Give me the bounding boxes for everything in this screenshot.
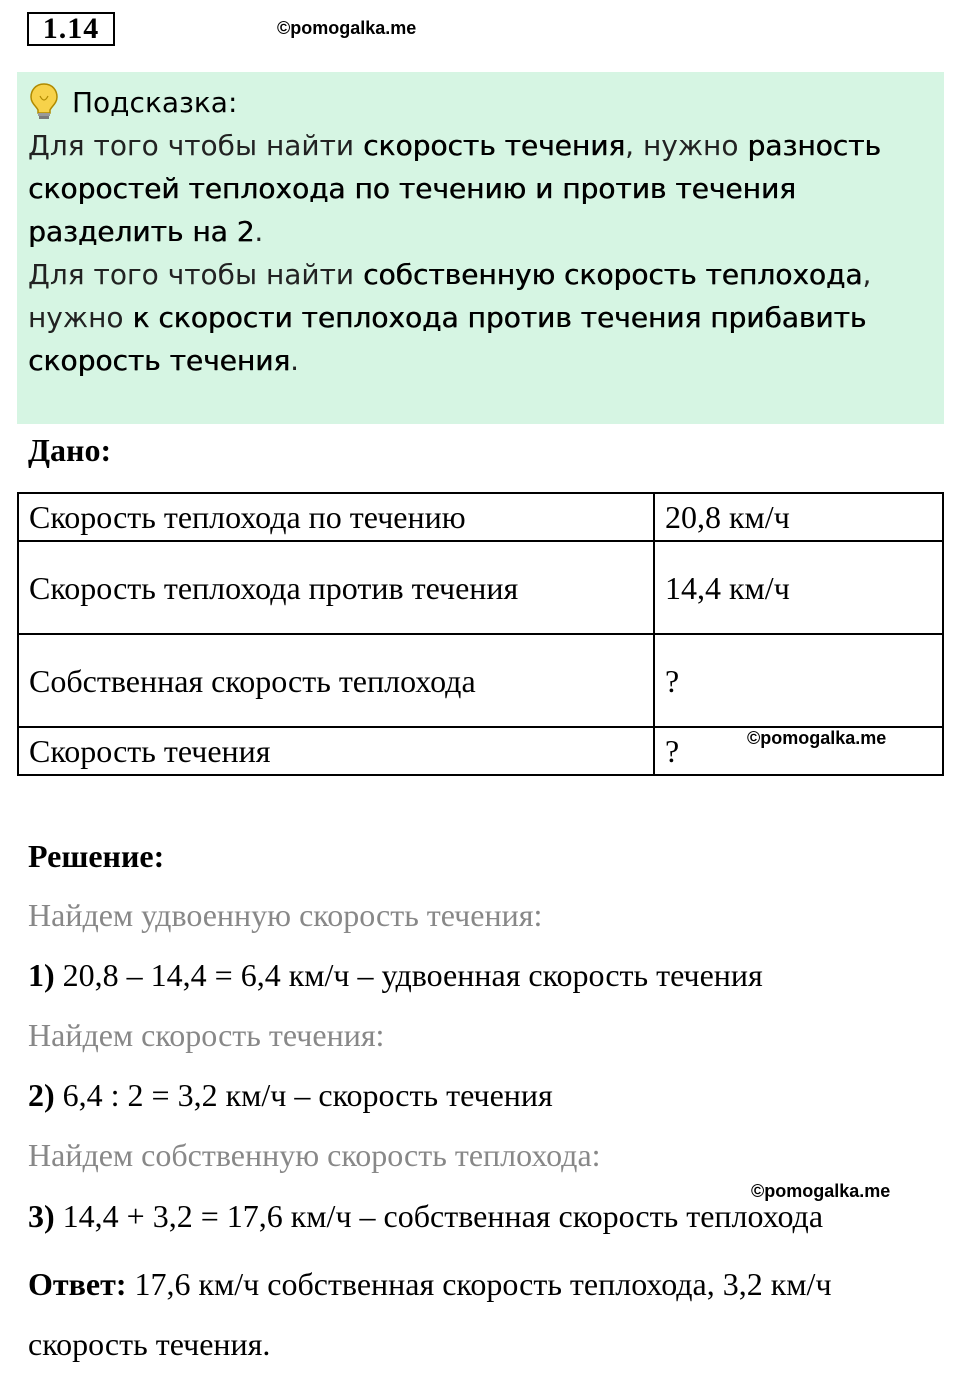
hint-text: Для того чтобы найти: [28, 258, 364, 291]
step1-line: [28, 953, 763, 997]
table-cell-label: Скорость теплохода против течения: [18, 541, 654, 634]
step2-intro: Найдем скорость течения:: [28, 1017, 385, 1053]
hint-emphasis: к скорости теплохода против течения прибавить скорость течения: [28, 301, 867, 377]
hint-text: .: [290, 344, 300, 377]
hint-paragraph-1: [28, 124, 934, 253]
step-text: 14,4 + 3,2 = 17,6 км/ч – собственная скорость теплохода: [54, 1198, 824, 1234]
table-cell-value: ?: [654, 727, 943, 775]
answer-text: 17,6 км/ч собственная скорость теплохода, 3,2 км/ч скорость течения.: [28, 1266, 832, 1362]
hint-title-row: [28, 80, 934, 124]
hint-text: , нужно: [625, 129, 748, 162]
step3-intro: Найдем собственную скорость теплохода:: [28, 1137, 601, 1173]
step2-line: [28, 1073, 553, 1117]
hint-title: Подсказка:: [72, 85, 238, 119]
table-cell-value: 20,8 км/ч: [654, 493, 943, 541]
table-cell-value: 14,4 км/ч: [654, 541, 943, 634]
step-text: 6,4 : 2 = 3,2 км/ч – скорость течения: [54, 1077, 553, 1113]
hint-text: , нужно: [28, 258, 872, 334]
table-cell-label: Скорость теплохода по течению: [18, 493, 654, 541]
step3-line: [28, 1194, 823, 1238]
table-cell-value: ?: [654, 634, 943, 727]
step-text: 20,8 – 14,4 = 6,4 км/ч – удвоенная скорость течения: [54, 957, 763, 993]
hint-emphasis: разность скоростей теплохода по течению и против течения разделить на 2: [28, 129, 881, 248]
table-cell-label: Собственная скорость теплохода: [18, 634, 654, 727]
hint-text: Для того чтобы найти: [28, 129, 364, 162]
table-row: [18, 634, 943, 727]
table-cell-label: Скорость течения: [18, 727, 654, 775]
step-number: 3): [28, 1198, 55, 1234]
solution-label: Решение:: [28, 838, 165, 874]
step-number: 1): [28, 957, 55, 993]
hint-emphasis: собственную скорость теплохода: [363, 258, 863, 291]
table-row: [18, 541, 943, 634]
given-heading: Дано:: [28, 432, 112, 468]
watermark-top: ©pomogalka.me: [277, 18, 417, 38]
answer-label: Ответ:: [28, 1266, 127, 1302]
hint-text: .: [254, 215, 264, 248]
lightbulb-icon: [28, 82, 60, 122]
answer-line: [28, 1254, 918, 1374]
step-number: 2): [28, 1077, 55, 1113]
table-row: [18, 493, 943, 541]
hint-box: [17, 72, 944, 424]
step1-intro: Найдем удвоенную скорость течения:: [28, 897, 543, 933]
hint-emphasis: скорость течения: [363, 129, 626, 162]
watermark-table: ©pomogalka.me: [747, 728, 887, 748]
watermark-solution: ©pomogalka.me: [751, 1181, 891, 1201]
solution-heading: [28, 834, 164, 878]
hint-paragraph-2: [28, 253, 934, 382]
task-number: 1.14: [27, 12, 115, 46]
